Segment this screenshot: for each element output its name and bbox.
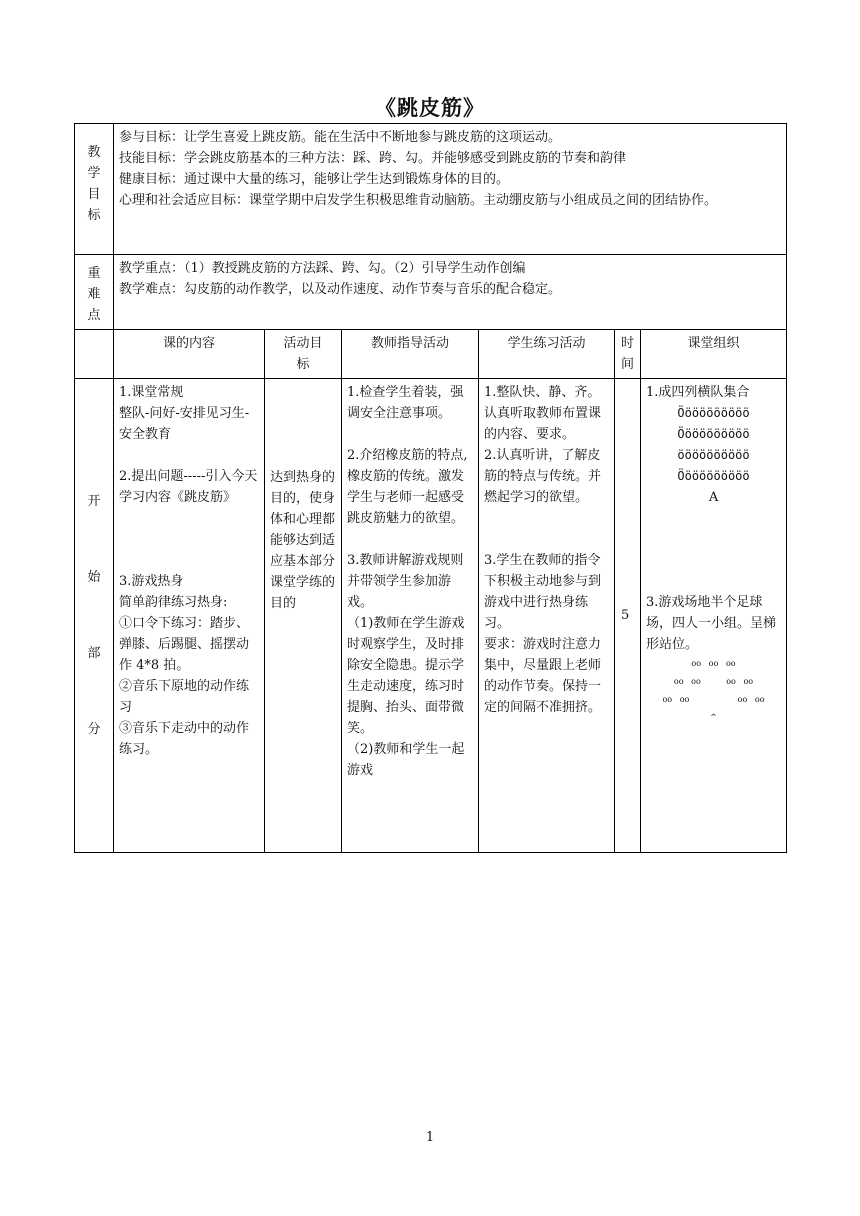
key-point: 教学重点：（1）教授跳皮筋的方法踩、跨、勾。（2）引导学生动作创编 <box>119 261 526 276</box>
teacher-caret: ^ <box>710 713 717 722</box>
section-content: 1.课堂常规 整队-问好-安排见习生-安全教育 2.提出问题-----引入今天学习内容《跳皮筋》 3.游戏热身 简单韵律练习热身: ①口令下练习：踏步、弹膝、后踢腿、摇摆动作 4*8 拍。 ②音乐下原地的动作练习 ③音乐下走动中的动作练习。 <box>114 379 265 853</box>
formation-row: Öööööööööö <box>677 427 750 441</box>
formation-row: Öööööööööö <box>677 469 750 483</box>
keypoints-content <box>114 255 787 330</box>
teacher-position-mark: A <box>708 490 719 505</box>
section-time: 5 <box>615 379 641 853</box>
goal-skill: 技能目标：学会跳皮筋基本的三种方法：踩、跨、勾。并能够感受到跳皮筋的节奏和韵律 <box>119 151 627 166</box>
keypoints-row <box>75 255 787 330</box>
difficult-point: 教学难点：勾皮筋的动作教学，以及动作速度、动作节奏与音乐的配合稳定。 <box>119 282 562 297</box>
header-goal: 活动目标 <box>265 330 342 379</box>
goal-participation: 参与目标：让学生喜爱上跳皮筋。能在生活中不断地参与跳皮筋的这项运动。 <box>119 130 562 145</box>
column-header-row <box>75 330 787 379</box>
goals-row <box>75 124 787 255</box>
header-teacher: 教师指导活动 <box>342 330 479 379</box>
section-label: 开 始 部 分 <box>75 379 114 853</box>
goals-content <box>114 124 787 255</box>
group-dots-row: oo oo oo oo <box>673 677 754 686</box>
start-section-row <box>75 379 787 853</box>
formation-row: öööööööööö <box>677 448 750 462</box>
formation-row: Öööööööööö <box>677 406 750 420</box>
document-title: 《跳皮筋》 <box>375 95 485 120</box>
goal-health: 健康目标：通过课中大量的练习，能够让学生达到锻炼身体的目的。 <box>119 172 510 187</box>
section-student: 1.整队快、静、齐。认真听取教师布置课的内容、要求。 2.认真听讲，了解皮筋的特点与传统。并燃起学习的欲望。 3.学生在教师的指令下积极主动地参与到游戏中进行热身练习。 要求：游戏时注意力集中，尽量跟上老师的动作节奏。保持一定的间隔不准拥挤。 <box>479 379 615 853</box>
header-time: 时间 <box>615 330 641 379</box>
goal-social: 心理和社会适应目标：课堂学期中启发学生积极思维肯动脑筋。主动绷皮筋与小组成员之间的团结协作。 <box>119 193 718 208</box>
header-student: 学生练习活动 <box>479 330 615 379</box>
header-content: 课的内容 <box>114 330 265 379</box>
section-teacher: 1.检查学生着装，强调安全注意事项。 2.介绍橡皮筋的特点,橡皮筋的传统。激发学生与老师一起感受跳皮筋魅力的欲望。 3.教师讲解游戏规则并带领学生参加游戏。 （1)教师在学生游戏时观察学生，及时排除安全隐患。提示学生走动速度，练习时提胸、抬头、面带微笑。 （2)教师和学生一起游戏 <box>342 379 479 853</box>
goals-label: 教 学 目 标 <box>75 124 114 255</box>
header-org: 课堂组织 <box>641 330 787 379</box>
lesson-plan-table <box>74 123 787 853</box>
group-dots-row: oo oo oo oo <box>662 695 765 704</box>
header-empty <box>75 330 114 379</box>
section-goal: 达到热身的目的，使身体和心理都能够达到适应基本部分课堂学练的目的 <box>265 379 342 853</box>
page-number: 1 <box>425 1130 435 1145</box>
keypoints-label: 重 难 点 <box>75 255 114 330</box>
group-dots-row: oo oo oo <box>691 659 736 668</box>
section-org: 1.成四列横队集合 Öööööööööö Öööööööööö öööööööööö Öööööööööö A 3.游戏场地半个足球场，四人一小组。呈梯形站位。 oo oo oo oo oo oo oo oo oo oo oo ^ <box>641 379 787 853</box>
